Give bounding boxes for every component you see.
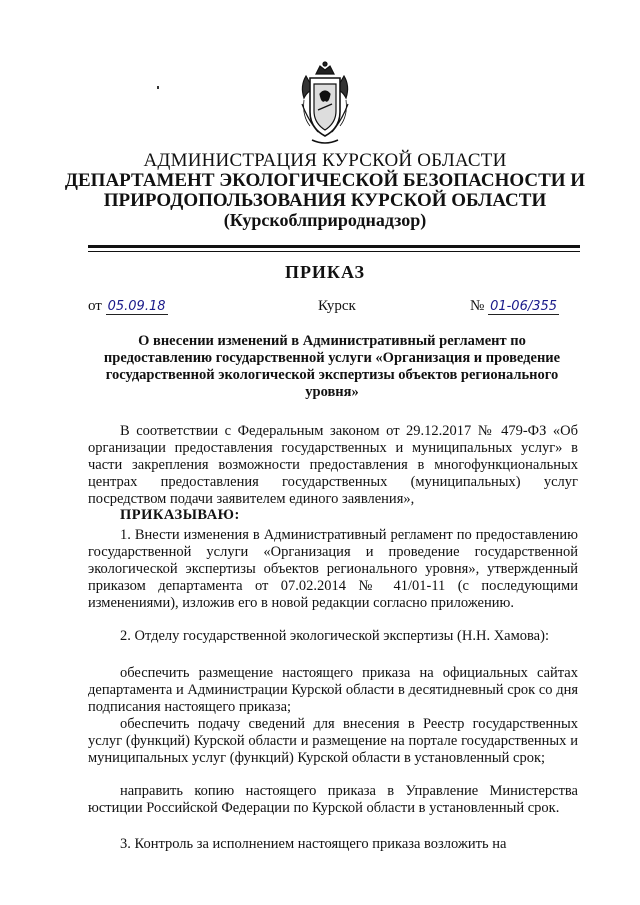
date-value: 05.09.18 <box>107 299 166 314</box>
order-city: Курск <box>318 298 356 314</box>
department-name-line1: ДЕПАРТАМЕНТ ЭКОЛОГИЧЕСКОЙ БЕЗОПАСНОСТИ И <box>64 170 586 191</box>
preamble-paragraph: В соответствии с Федеральным законом от 29.12.2017 № 479-ФЗ «Об организации предоставления государственных и муниципальных услуг» в части закрепления возможности предоставления в многофункциональных центрах предоставления государственных (муниципальных) услуг посредством подачи заявителем единого заявления», <box>88 423 578 507</box>
clause-2: 2. Отделу государственной экологической экспертизы (Н.Н. Хамова): <box>120 628 549 644</box>
number-value: 01-06/355 <box>490 299 558 314</box>
number-prefix: № <box>470 298 485 314</box>
clause-2-item-c: направить копию настоящего приказа в Управление Министерства юстиции Российской Федерации по Курской области в установленный срок. <box>88 783 578 816</box>
department-name-line2: ПРИРОДОПОЛЬЗОВАНИЯ КУРСКОЙ ОБЛАСТИ <box>103 190 547 211</box>
order-word: ПРИКАЗЫВАЮ: <box>120 507 240 523</box>
clause-2-item-b: обеспечить подачу сведений для внесения в Реестр государственных услуг (функций) Курской области и размещение на портале государственных и муниципальных услуг (функций) Курской области в установленный срок; <box>88 716 578 766</box>
header-divider-thin <box>88 251 580 252</box>
date-prefix: от <box>88 298 102 314</box>
department-short-name: (Курскоблприроднадзор) <box>223 210 427 230</box>
order-subject: О внесении изменений в Административный регламент по предоставлению государственной услуги «Организация и проведение государственной экологической экспертизы объектов регионального уровня» <box>103 333 561 400</box>
scan-speck <box>157 86 159 89</box>
administration-name: АДМИНИСТРАЦИЯ КУРСКОЙ ОБЛАСТИ <box>143 150 507 171</box>
order-date <box>88 298 168 315</box>
order-number <box>470 298 559 315</box>
clause-3: 3. Контроль за исполнением настоящего приказа возложить на <box>120 836 507 852</box>
coat-of-arms-icon <box>294 60 356 148</box>
header-divider-thick <box>88 245 580 248</box>
clause-2-item-a: обеспечить размещение настоящего приказа на официальных сайтах департамента и Администрации Курской области в десятидневный срок со дня подписания настоящего приказа; <box>88 665 578 715</box>
clause-1: 1. Внести изменения в Административный регламент по предоставлению государственной услуги «Организация и проведение государственной экологической экспертизы объектов регионального уровня», утвержденный приказом департамента от 07.02.2014 № 41/01-11 (с последующими изменениями), изложив его в новой редакции согласно приложению. <box>88 527 578 611</box>
document-title: ПРИКАЗ <box>284 262 366 282</box>
